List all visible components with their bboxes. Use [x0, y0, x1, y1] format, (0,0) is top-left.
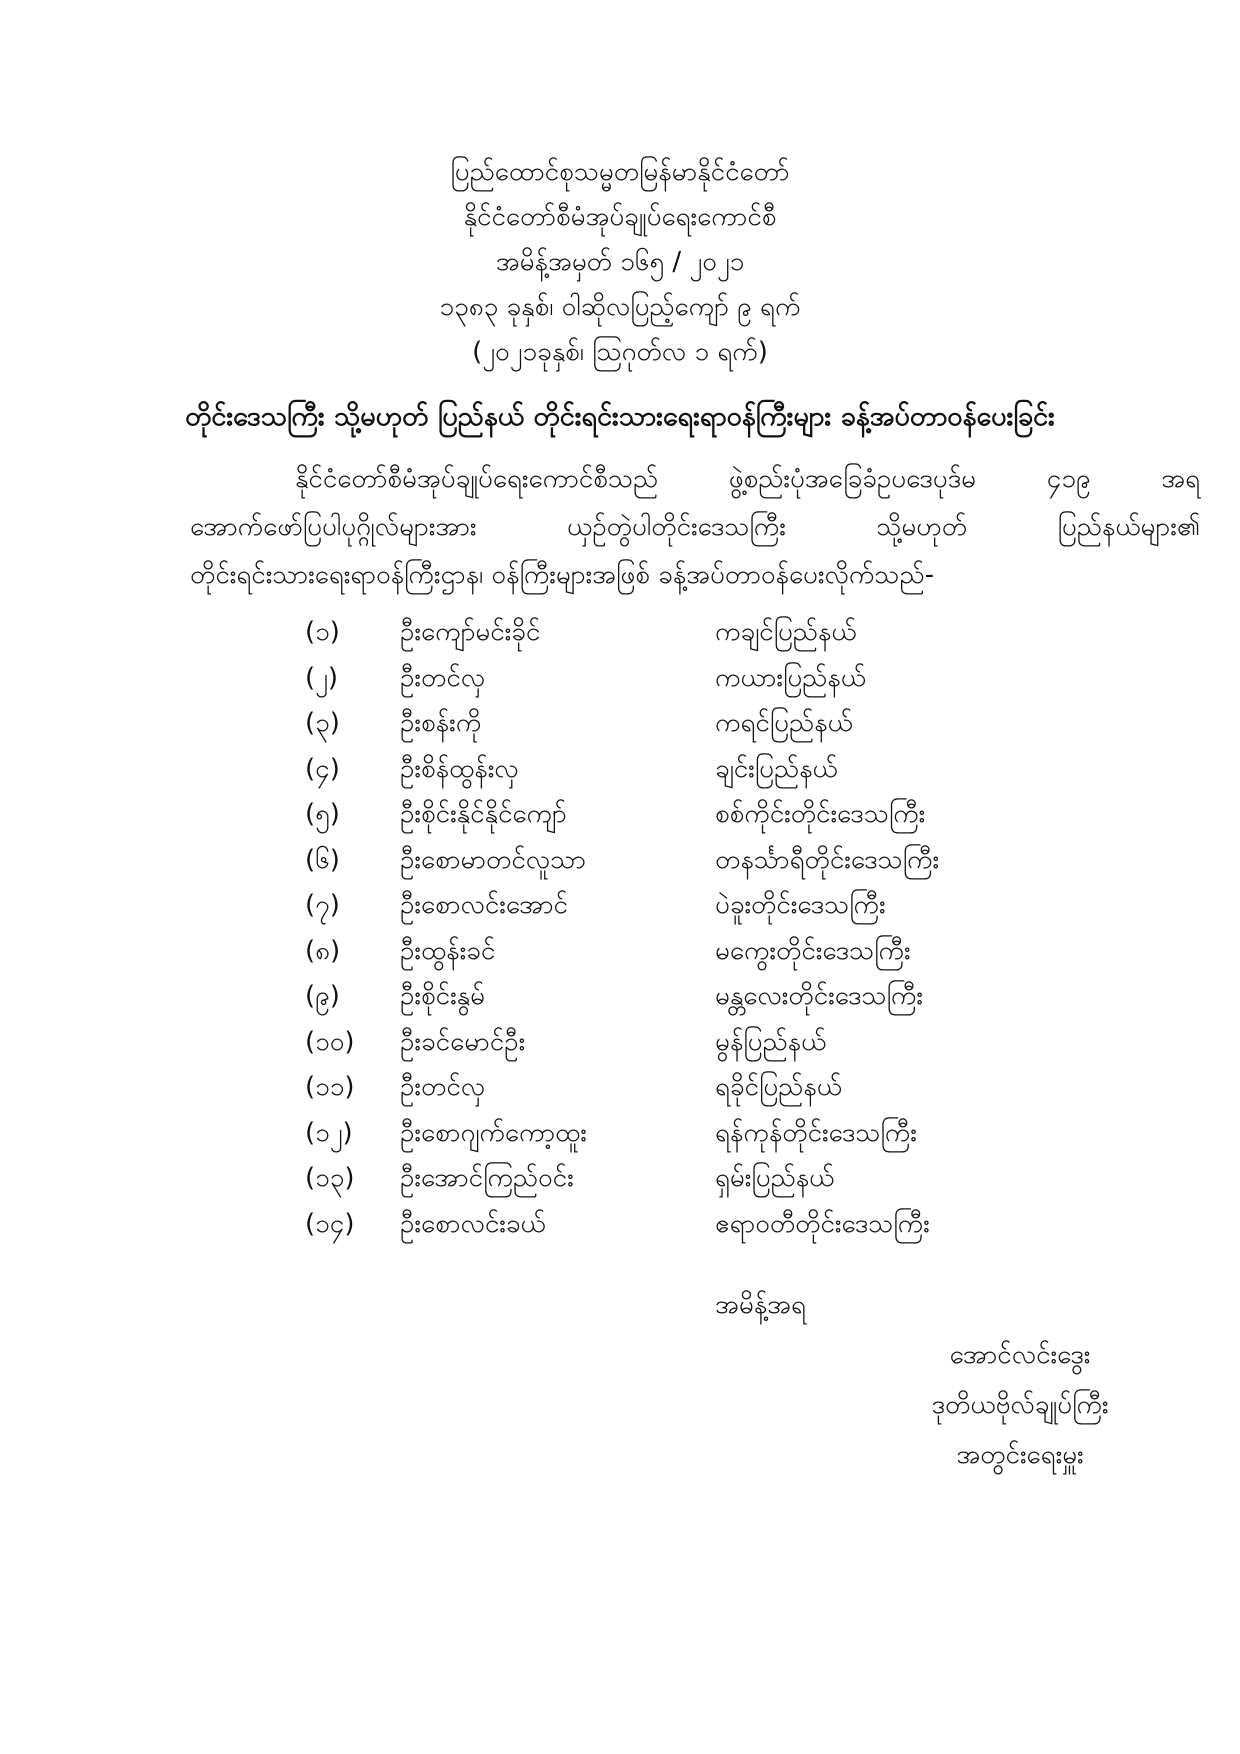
region-name: မန္တလေးတိုင်းဒေသကြီး [715, 981, 923, 1011]
signatory-rank: ဒုတိယဗိုလ်ချုပ်ကြီး [931, 1390, 1109, 1420]
region-name: မွန်ပြည်နယ် [715, 1026, 827, 1057]
signatory-name: အောင်လင်းဒွေး [949, 1340, 1091, 1370]
signature-block [880, 1330, 1160, 1480]
body-word: ၄၁၉ [1046, 464, 1091, 494]
item-number: (၄) [305, 753, 340, 784]
body-word: ဖွဲ့စည်းပုံအခြေခံဥပဒေပုဒ်မ [728, 464, 977, 494]
body-word: အရ [1161, 464, 1200, 494]
appointee-name: ဦးစောဂျက်ကော့ထူး [400, 1117, 587, 1148]
item-number: (၅) [305, 799, 340, 829]
item-number: (၁၀) [305, 1026, 355, 1057]
appointee-name: ဦးကျော်မင်းခိုင် [400, 617, 541, 647]
council-name: နိုင်ငံတော်စီမံအုပ်ချုပ်ရေးကောင်စီ [463, 202, 777, 232]
appointee-name: ဦးစောမာတင်လူသာ [400, 844, 586, 875]
document-header [0, 150, 1240, 375]
list-item [305, 610, 1105, 656]
item-number: (၁) [305, 617, 340, 647]
list-item [305, 883, 1105, 929]
list-item [305, 656, 1105, 702]
item-number: (၁၃) [305, 1163, 355, 1193]
region-name: ကချင်ပြည်နယ် [715, 617, 857, 647]
item-number: (၇) [305, 890, 340, 920]
list-item [305, 1202, 1105, 1248]
body-word: သို့မဟုတ် [876, 512, 968, 542]
appointee-name: ဦးစိုင်းနွမ် [400, 981, 485, 1011]
region-name: ကရင်ပြည်နယ် [715, 708, 853, 738]
body-word: အောက်ဖော်ပြပါပုဂ္ဂိုလ်များအား [190, 512, 477, 542]
item-number: (၃) [305, 708, 340, 738]
document-title: တိုင်းဒေသကြီး သို့မဟုတ် ပြည်နယ် တိုင်းရင်းသားရေးရာဝန်ကြီးများ ခန့်အပ်တာဝန်ပေးခြင်း [185, 401, 1055, 432]
list-item [305, 792, 1105, 838]
body-word: ပြည်နယ်များ၏ [1057, 512, 1200, 542]
region-name: ရှမ်းပြည်နယ် [715, 1163, 835, 1193]
region-name: ချင်းပြည်နယ် [715, 753, 838, 784]
appointee-name: ဦးစောလင်းအောင် [400, 890, 568, 920]
body-text: တိုင်းရင်းသားရေးရာဝန်ကြီးဌာန၊ ဝန်ကြီးများအဖြစ် ခန့်အပ်တာဝန်ပေးလိုက်သည်- [190, 560, 934, 590]
region-name: ပဲခူးတိုင်းဒေသကြီး [715, 890, 886, 920]
body-word: နိုင်ငံတော်စီမံအုပ်ချုပ်ရေးကောင်စီသည် [295, 464, 659, 494]
item-number: (၁၂) [305, 1117, 353, 1148]
appointee-name: ဦးထွန်းခင် [400, 935, 496, 966]
by-order-label: အမိန့်အရ [715, 1290, 806, 1320]
body-line-2 [190, 503, 1200, 551]
item-number: (၉) [305, 981, 340, 1011]
list-item [305, 838, 1105, 884]
gregorian-date: (၂၀၂၁ခုနှစ်၊ ဩဂုတ်လ ၁ ရက်) [472, 337, 768, 367]
region-name: ရခိုင်ပြည်နယ် [715, 1072, 843, 1102]
region-name: မကွေးတိုင်းဒေသကြီး [715, 935, 911, 966]
list-item [305, 1156, 1105, 1202]
list-item [305, 1111, 1105, 1157]
myanmar-date: ၁၃၈၃ ခုနှစ်၊ ဝါဆိုလပြည့်ကျော် ၉ ရက် [439, 292, 801, 322]
appointment-list [305, 610, 1105, 1247]
item-number: (၂) [305, 662, 339, 693]
signatory-position: အတွင်းရေးမှူး [956, 1440, 1084, 1470]
list-item [305, 747, 1105, 793]
region-name: ကယားပြည်နယ် [715, 662, 866, 693]
appointee-name: ဦးတင်လှ [400, 662, 486, 693]
list-item [305, 1065, 1105, 1111]
list-item [305, 974, 1105, 1020]
item-number: (၁၁) [305, 1072, 355, 1102]
list-item [305, 929, 1105, 975]
appointee-name: ဦးအောင်ကြည်ဝင်း [400, 1163, 574, 1193]
appointee-name: ဦးတင်လှ [400, 1072, 486, 1102]
item-number: (၈) [305, 935, 341, 966]
appointee-name: ဦးခင်မောင်ဦး [400, 1026, 526, 1057]
body-paragraph [190, 455, 1200, 599]
item-number: (၁၄) [305, 1208, 355, 1239]
body-word: ယှဉ်တွဲပါတိုင်းဒေသကြီး [566, 512, 786, 542]
appointee-name: ဦးစောလင်းခယ် [400, 1208, 546, 1239]
country-name: ပြည်ထောင်စုသမ္မတမြန်မာနိုင်ငံတော် [450, 157, 790, 187]
list-item [305, 1020, 1105, 1066]
body-line-3 [190, 551, 1200, 599]
order-number: အမိန့်အမှတ် ၁၆၅ / ၂၀၂၁ [495, 247, 745, 277]
appointee-name: ဦးစိုင်းနိုင်နိုင်ကျော် [400, 799, 567, 829]
region-name: တနင်္သာရီတိုင်းဒေသကြီး [715, 844, 940, 875]
item-number: (၆) [305, 844, 340, 875]
region-name: ဧရာဝတီတိုင်းဒေသကြီး [715, 1208, 930, 1239]
appointee-name: ဦးစန်းကို [400, 708, 482, 738]
region-name: စစ်ကိုင်းတိုင်းဒေသကြီး [715, 799, 926, 829]
list-item [305, 701, 1105, 747]
body-line-1 [190, 455, 1200, 503]
region-name: ရန်ကုန်တိုင်းဒေသကြီး [715, 1117, 917, 1148]
appointee-name: ဦးစိန်ထွန်းလှ [400, 753, 519, 784]
